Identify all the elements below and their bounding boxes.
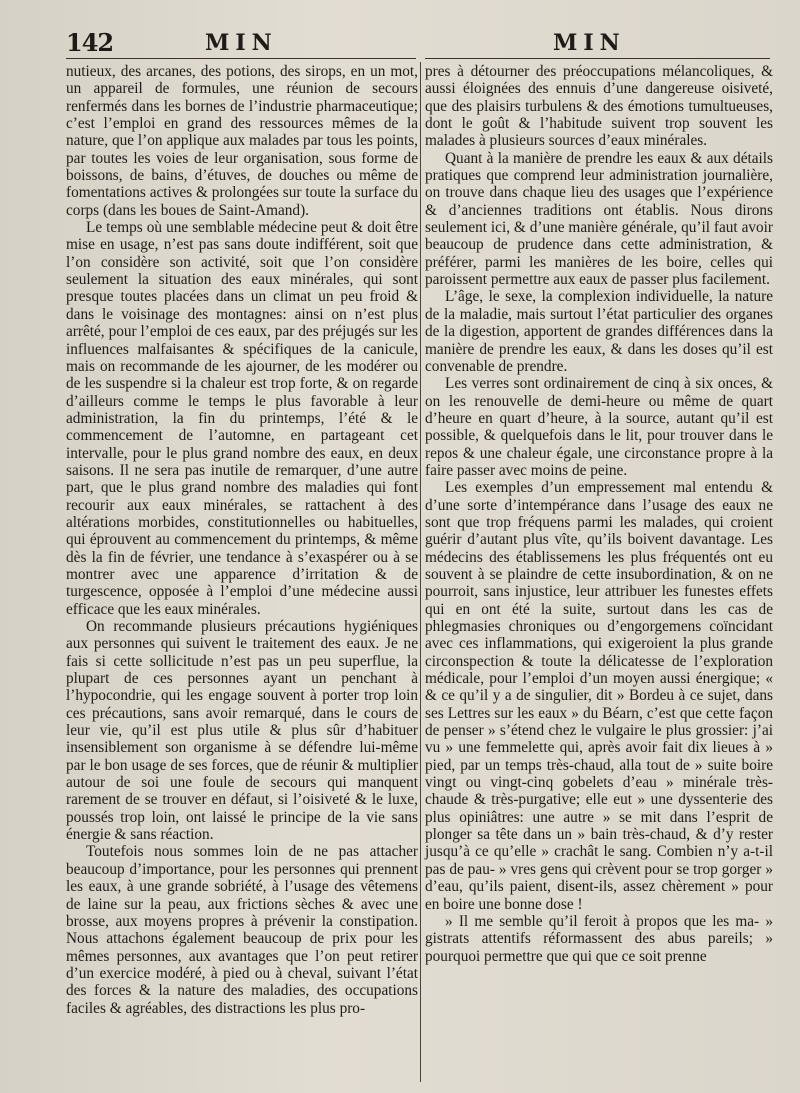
paragraph: Les verres sont ordinairement de cinq à six onces, & on les renouvelle de demi-heure ou même de quart d’heure en quart d’heure, à la source, autant qu’il est possible, & quelquefois dans le lit, pour trouver dans le repos & une chaleur égale, une circonstance propre à la faire passer avec moins de peine.: [425, 375, 773, 479]
running-head-left: MIN: [205, 30, 278, 56]
header-rule-left: [66, 58, 416, 59]
paragraph: Le temps où une semblable médecine peut & doit être mise en usage, n’est pas sans doute indifférent, soit que l’on considère son activité, soit que l’on considère seulement la situation des eaux minérales, qui sont presque toutes placées dans un climat un peu froid & dans le voisinage des montagnes: ainsi on n’est plus arrêté, pour l’emploi de ces eaux, par des préjugés sur les influences malfaisantes & spécifiques de la canicule, mais on recommande de les ajourner, de les modérer ou de les suspendre si la chaleur est trop forte, & on regarde d’ailleurs comme le temps le plus favorable à leur administration, la fin du printemps, l’été & le commencement de l’automne, en partageant cet intervalle, pour le plus grand nombre des eaux, en deux saisons. Il ne sera pas inutile de remarquer, d’une autre part, que le plus grand nombre des maladies qui font recourir aux eaux minérales, se rattachent à des altérations morbides, constitutionnelles ou habituelles, qui éprouvent au commencement du printemps, & même dès la fin de février, une tendance à s’exaspérer ou à se montrer avec une apparence d’irritation & de turgescence, opposée à l’emploi d’une médecine aussi efficace que les eaux minérales.: [66, 219, 418, 618]
paragraph: On recommande plusieurs précautions hygiéniques aux personnes qui suivent le traitement des eaux. Je ne fais si cette sollicitude n’est pas un peu superflue, la plupart de ces personnes ayant un penchant à l’hypocondrie, qui les engage souvent à porter trop loin ces précautions, sans avoir remarqué, dans le cours de leur vie, qu’il est plus utile & plus sûr d’habituer insensiblement son organisme à se défendre lui-même par le bon usage de ses forces, que de réunir & multiplier autour de soi une foule de secours qui manquent rarement de se trouver en défaut, si l’oisiveté & le luxe, poussés trop loin, ont laissé le principe de la vie sans énergie & sans réaction.: [66, 618, 418, 844]
column-divider: [420, 62, 421, 1082]
page-number: 142: [66, 28, 114, 57]
paragraph: Toutefois nous sommes loin de ne pas attacher beaucoup d’importance, pour les personnes qui prennent les eaux, à une grande sobriété, à l’usage des vêtemens de laine sur la peau, aux frictions sèches & avec une brosse, aux moyens propres à prévenir la constipation. Nous attachons également beaucoup de prix pour les mêmes personnes, aux avantages que l’on peut retirer d’un exercice modéré, à pied ou à cheval, suivant l’état des forces & la nature des maladies, des occupations faciles & agréables, des distractions les plus pro-: [66, 843, 418, 1017]
paragraph: L’âge, le sexe, la complexion individuelle, la nature de la maladie, mais surtout l’état particulier des organes de la digestion, apportent de grandes différences dans la manière de prendre les eaux, & dans les doses qu’il est convenable de prendre.: [425, 288, 773, 375]
paragraph: » Il me semble qu’il feroit à propos que les ma- » gistrats attentifs réformassent des abus pareils; » pourquoi permettre que qui que ce soit prenne: [425, 912, 773, 965]
header-rule-right: [425, 58, 770, 59]
paragraph: nutieux, des arcanes, des potions, des sirops, en un mot, un appareil de formules, une réunion de secours renfermés dans les bornes de l’industrie pharmaceutique; c’est l’emploi en grand des ressources mêmes de la nature, que l’on applique aux malades par tous les points, par toutes les voies de leur organisation, sous forme de boissons, de bains, d’étuves, de douches ou même de fomentations actives & prolongées sur toute la surface du corps (dans les boues de Saint-Amand).: [66, 63, 418, 219]
paragraph: Quant à la manière de prendre les eaux & aux détails pratiques que comprend leur administration journalière, on trouve dans chaque lieu des usages que l’expérience & d’anciennes traditions ont établis. Nous dirons seulement ici, & d’une manière générale, qu’il faut avoir beaucoup de prudence dans cette administration, & préférer, parmi les manières de les boire, celles qui paroissent permettre aux eaux de passer plus facilement.: [425, 149, 773, 289]
paragraph: Les exemples d’un empressement mal entendu & d’une sorte d’intempérance dans l’usage des eaux ne sont que trop fréquens parmi les malades, qui croient guérir d’autant plus vîte, qu’ils boivent davantage. Les médecins des établissemens les plus fréquentés ont eu souvent à se plaindre de cette insubordination, & on ne pourroit, sans injustice, leur attribuer les funestes effets qui en ont été la suite, surtout dans les cas de phlegmasies chroniques ou d’engorgemens coïncidant avec ces inflammations, qui exigeroient la plus grande circonspection & toute la délicatesse de l’exploration médicale, pour l’emploi d’un moyen aussi énergique; « & ce qu’il y a de singulier, dit » Bordeu à ce sujet, dans ses Lettres sur les eaux » du Béarn, c’est que cette façon de penser » s’étend chez le vulgaire le plus grossier: j’ai vu » une femmelette qui, après avoir fait dix lieues à » pied, par un temps très-chaud, alla tout de » suite boire vingt ou vingt-cinq gobelets d’eau » minérale très-chaude & très-purgative; elle eut » une dyssenterie des plus opiniâtres: une autre » se mit dans l’esprit de plonger sa tête dans un » bain très-chaud, & d’y rester jusqu’à ce qu’elle » crachât le sang. Combien n’y a-t-il pas de pau- » vres gens qui crèvent pour se trop gorger » d’eau, qu’ils paient, disent-ils, assez chèrement » pour en boire une bonne dose !: [425, 479, 773, 913]
paragraph: pres à détourner des préoccupations mélancoliques, & aussi éloignées des ennuis d’une dangereuse oisiveté, que des plaisirs turbulens & des émotions tumultueuses, dont le goût & l’habitude suivent trop souvent les malades à plusieurs sources d’eaux minérales.: [425, 63, 773, 150]
left-column: [66, 63, 418, 1017]
right-column: [425, 63, 773, 965]
running-head-right: MIN: [553, 30, 626, 56]
